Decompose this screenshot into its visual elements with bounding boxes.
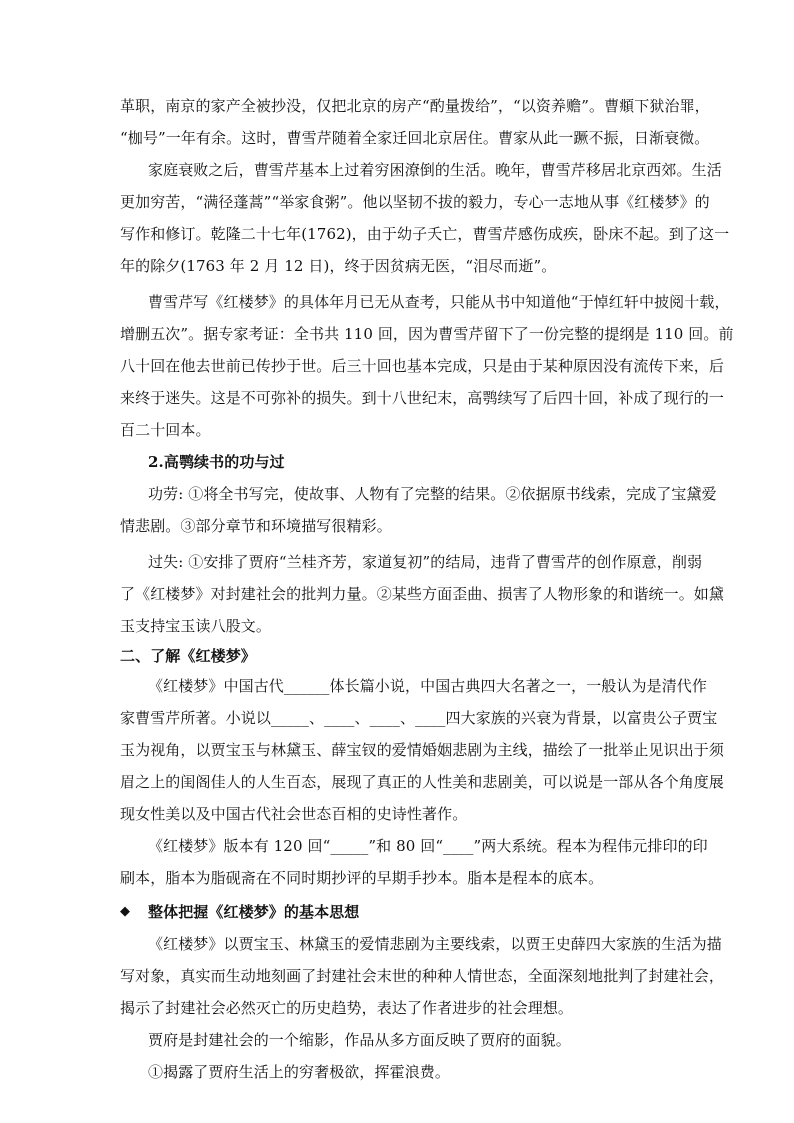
text-line: “枷号”一年有余。这时，曹雪芹随着全家迁回北京居住。曹家从此一蹶不振，日渐衰微。 [120,129,710,147]
text-line: 曹雪芹写《红楼梦》的具体年月已无从查考，只能从书中知道他“于悼红轩中披阅十载， [148,293,730,311]
text-line: 玉支持宝玉读八股文。 [120,617,272,635]
text-line: 写对象，真实而生动地刻画了封建社会末世的种种人情世态，全面深刻地批判了封建社会， [120,967,725,985]
text-line: 现女性美以及中国古代社会世态百相的史诗性著作。 [120,805,468,823]
text-line: 《红楼梦》版本有 120 回“_____”和 80 回“____”两大系统。程本为程伟元排印的印 [148,837,708,855]
text-line: 过失: ①安排了贾府“兰桂齐芳，家道复初”的结局，违背了曹雪芹的创作原意，削弱 [148,553,703,571]
text-line: 《红楼梦》以贾宝玉、林黛玉的爱情悲剧为主要线索，以贾王史薛四大家族的生活为描 [148,935,722,953]
section-heading: 二、了解《红楼梦》 [120,647,256,665]
text-line: 功劳: ①将全书写完，使故事、人物有了完整的结果。②依据原书线索，完成了宝黛爱 [148,485,717,503]
text-line: 玉为视角，以贾宝玉与林黛玉、薛宝钗的爱情婚姻悲剧为主线，描绘了一批举止见识出于须 [120,741,725,759]
bullet-diamond-icon: ◆ [120,904,130,919]
text-line: 增删五次”。据专家考证：全书共 110 回，因为曹雪芹留下了一份完整的提纲是 110 回。前 [120,325,734,343]
text-line: 八十回在他去世前已传抄于世。后三十回也基本完成，只是由于某种原因没有流传下来，后 [120,357,725,375]
text-line: 来终于迷失。这是不可弥补的损失。到十八世纪末，高鹗续写了后四十回，补成了现行的一 [120,389,725,407]
text-line: 家曹雪芹所著。小说以_____、____、____、____四大家族的兴衰为背景，以富贵公子贾宝 [120,709,718,727]
text-line: 刷本，脂本为脂砚斋在不同时期抄评的早期手抄本。脂本是程本的底本。 [120,869,604,887]
text-line: 写作和修订。乾隆二十七年(1762)，由于幼子夭亡，曹雪芹感伤成疾，卧床不起。到了这一 [120,225,730,243]
text-line: 家庭衰败之后，曹雪芹基本上过着穷困潦倒的生活。晚年，曹雪芹移居北京西郊。生活 [148,161,722,179]
text-line: 贾府是封建社会的一个缩影，作品从多方面反映了贾府的面貌。 [148,1031,571,1049]
text-line: 揭示了封建社会必然灭亡的历史趋势，表达了作者进步的社会理想。 [120,999,574,1017]
section-heading: 2.高鹗续书的功与过 [148,453,285,471]
text-line: 革职，南京的家产全被抄没，仅把北京的房产“酌量拨给”，“以资养赡”。曹頫下狱治罪， [120,97,710,115]
text-line: 了《红楼梦》对封建社会的批判力量。②某些方面歪曲、损害了人物形象的和谐统一。如黛 [120,585,725,603]
section-heading: 整体把握《红楼梦》的基本思想 [148,903,360,921]
text-line: 百二十回本。 [120,421,211,439]
text-line: 眉之上的闺阁佳人的人生百态，展现了真正的人性美和悲剧美，可以说是一部从各个角度展 [120,773,725,791]
text-line: ①揭露了贾府生活上的穷奢极欲，挥霍浪费。 [148,1063,451,1081]
text-line: 情悲剧。③部分章节和环境描写很精彩。 [120,517,392,535]
text-line: 《红楼梦》中国古代______体长篇小说，中国古典四大名著之一，一般认为是清代作 [148,677,708,695]
text-line: 年的除夕(1763 年 2 月 12 日)，终于因贫病无医，“泪尽而逝”。 [120,257,557,275]
text-line: 更加穷苦，“满径蓬蒿”“举家食粥”。他以坚韧不拔的毅力，专心一志地从事《红楼梦》的 [120,193,710,211]
